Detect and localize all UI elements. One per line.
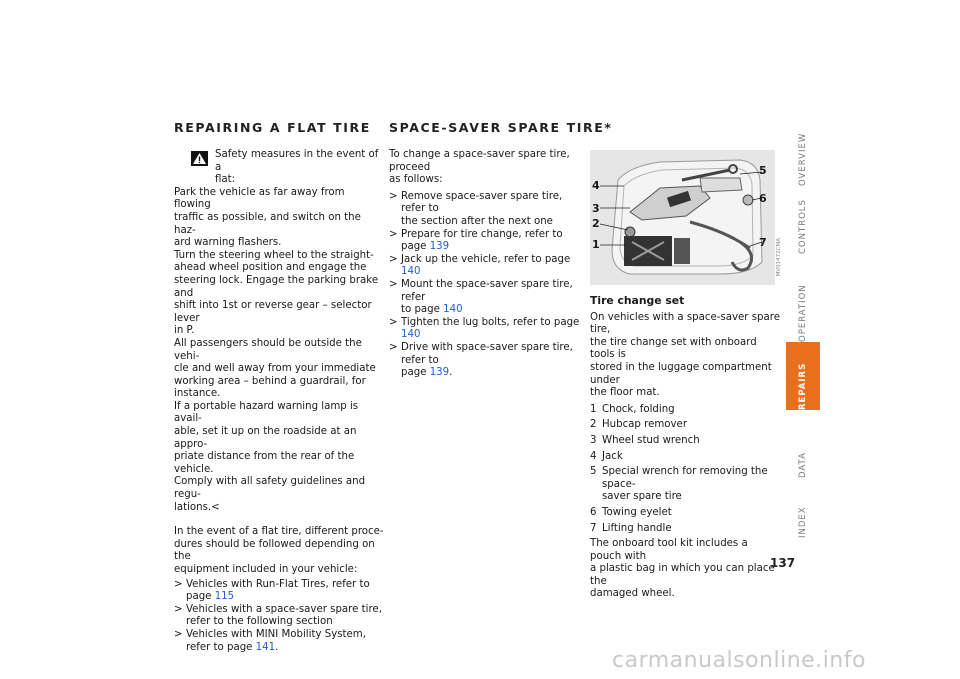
page-link[interactable]: 141 bbox=[255, 641, 276, 653]
flat-tire-intro: In the event of a flat tire, different proce- dures should be followed depending on the equipment included in your vehicle: bbox=[174, 526, 384, 575]
callout-5: 5 bbox=[759, 164, 767, 177]
list-item: > Vehicles with a space-saver spare tire, refer to the following section bbox=[174, 603, 382, 628]
left-column bbox=[174, 149, 384, 654]
figure-code: MV01472CMA bbox=[776, 238, 782, 277]
callout-4: 4 bbox=[592, 179, 600, 192]
page-number: 137 bbox=[770, 556, 796, 570]
subheading-tire-change-set: Tire change set bbox=[590, 294, 685, 307]
list-item: 5 Special wrench for removing the space- saver spare tire bbox=[590, 466, 768, 503]
tab-data[interactable]: DATA bbox=[798, 452, 808, 478]
tire-change-set-intro: On vehicles with a space-saver spare tire, the tire change set with onboard tools is stored in the luggage compartment under the floor mat. bbox=[590, 311, 780, 399]
list-item: 1 Chock, folding bbox=[590, 403, 675, 415]
callout-3: 3 bbox=[592, 202, 600, 215]
section-heading-space-saver-spare: SPACE-SAVER SPARE TIRE* bbox=[389, 120, 613, 135]
tool-kit-outro: The onboard tool kit includes a pouch with a plastic bag in which you can place the damaged wheel. bbox=[590, 538, 775, 600]
list-item: 7 Lifting handle bbox=[590, 522, 672, 534]
bullet-marker: > bbox=[389, 228, 398, 240]
page-link[interactable]: 139 bbox=[429, 241, 450, 253]
bullet-marker: > bbox=[389, 253, 398, 265]
warning-body: Park the vehicle as far away from flowing traffic as possible, and switch on the haz- ard warning flashers. Turn the steering wheel to the straight- ahead wheel position and engage the steering lock. Engage the parking brake and shift into 1st or reverse gear – selector lever in P. All passengers should be outside the vehi- cle and well away from your immediate working area – behind a guardrail, for instance. If a portable hazard warning lamp is avail- able, set it up on the roadside at an appro- priate distance from the rear of the vehicle. Comply with all safety guidelines and regu- lations.< bbox=[174, 186, 379, 513]
watermark: carmanualsonline.info bbox=[612, 648, 866, 673]
page-link[interactable]: 140 bbox=[401, 266, 421, 278]
tire-change-set-illustration bbox=[590, 150, 775, 285]
page-link[interactable]: 140 bbox=[443, 304, 463, 316]
bullet-marker: > bbox=[389, 316, 398, 328]
bullet-marker: > bbox=[174, 603, 183, 615]
list-item: > Tighten the lug bolts, refer to page 140 bbox=[389, 316, 580, 341]
list-item: > Prepare for tire change, refer to page 139 bbox=[389, 228, 563, 253]
list-item: > Vehicles with Run-Flat Tires, refer to page 115 bbox=[174, 578, 370, 603]
list-item: > Mount the space-saver spare tire, refer to page 140 bbox=[389, 278, 573, 316]
list-item: > Drive with space-saver spare tire, refer to page 139. bbox=[389, 341, 573, 379]
section-tabs bbox=[786, 98, 820, 538]
tab-overview[interactable]: OVERVIEW bbox=[798, 132, 808, 186]
tab-operation[interactable]: OPERATION bbox=[798, 284, 808, 342]
list-item: 2 Hubcap remover bbox=[590, 419, 688, 431]
warning-first-line: Safety measures in the event of a flat: bbox=[215, 149, 379, 186]
tab-repairs[interactable]: REPAIRS bbox=[786, 342, 820, 410]
section-heading-repairing-flat-tire: REPAIRING A FLAT TIRE bbox=[174, 120, 371, 135]
end-mark: < bbox=[211, 501, 220, 513]
bullet-marker: > bbox=[174, 578, 183, 590]
tab-controls[interactable]: CONTROLS bbox=[798, 199, 808, 254]
tool-list bbox=[590, 404, 780, 535]
list-item: > Vehicles with MINI Mobility System, refer to page 141. bbox=[174, 628, 366, 653]
page-link[interactable]: 140 bbox=[401, 329, 421, 341]
list-item: 4 Jack bbox=[590, 450, 623, 462]
flat-tire-options-list bbox=[174, 579, 384, 655]
callout-7: 7 bbox=[759, 236, 767, 249]
bullet-marker: > bbox=[389, 190, 398, 202]
callout-6: 6 bbox=[759, 192, 767, 205]
bullet-marker: > bbox=[389, 341, 398, 353]
page-link[interactable]: 139 bbox=[429, 367, 450, 379]
page-link[interactable]: 115 bbox=[214, 591, 235, 603]
middle-column bbox=[389, 149, 585, 380]
list-item: > Remove space-saver spare tire, refer to the section after the next one bbox=[389, 190, 563, 227]
tab-index[interactable]: INDEX bbox=[798, 506, 808, 538]
list-item: 3 Wheel stud wrench bbox=[590, 434, 700, 446]
right-column bbox=[590, 295, 780, 601]
list-item: 6 Towing eyelet bbox=[590, 506, 672, 518]
bullet-marker: > bbox=[174, 628, 183, 640]
space-saver-steps-list bbox=[389, 191, 585, 380]
callout-1: 1 bbox=[592, 238, 600, 251]
space-saver-intro: To change a space-saver spare tire, proceed as follows: bbox=[389, 149, 570, 186]
callout-2: 2 bbox=[592, 217, 600, 230]
list-item: > Jack up the vehicle, refer to page 140 bbox=[389, 253, 571, 278]
bullet-marker: > bbox=[389, 278, 398, 290]
